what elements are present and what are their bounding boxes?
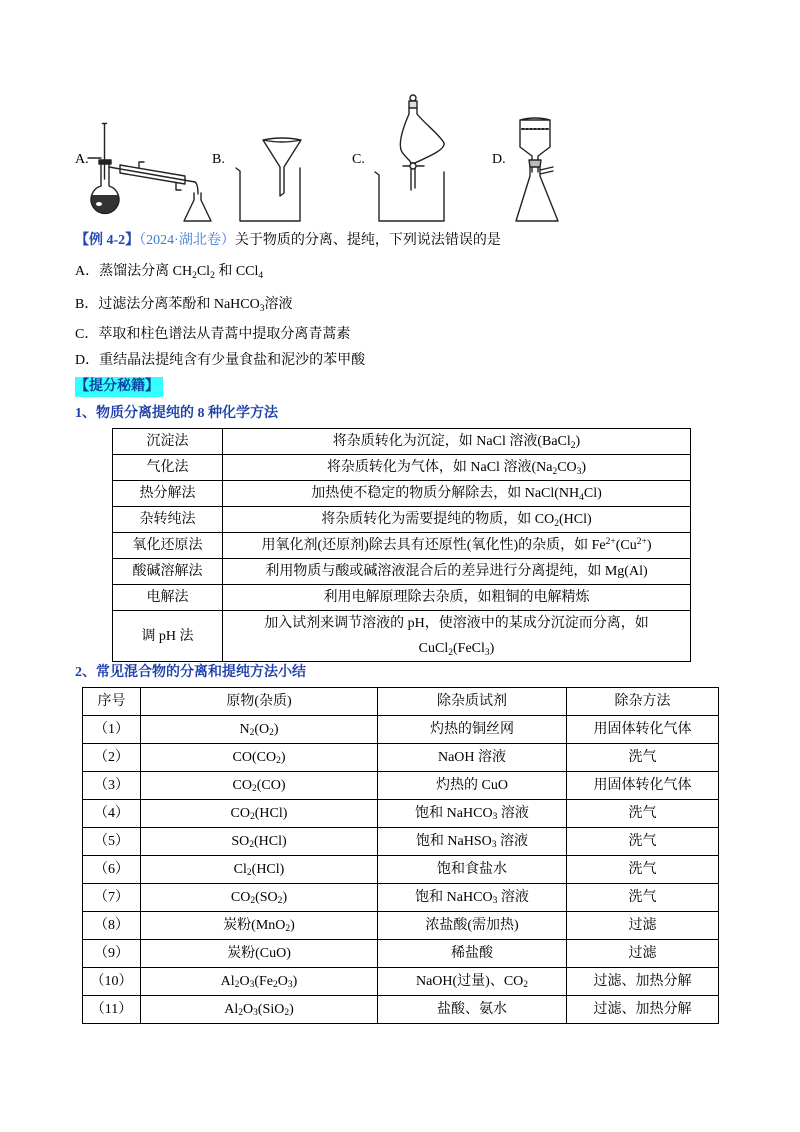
tips-banner-wrap <box>75 377 163 397</box>
method-description-cell <box>223 455 691 481</box>
text-run: ) <box>575 434 581 449</box>
mixture-row <box>83 968 719 996</box>
subscript: 3 <box>492 812 498 823</box>
subscript: 3 <box>253 1008 258 1019</box>
apparatus-label-c: C. <box>352 152 365 167</box>
text-run: (HCl) <box>251 861 285 877</box>
subscript: 2 <box>246 868 252 879</box>
funnel-beaker-image <box>234 135 306 225</box>
example-question-stem <box>75 233 501 249</box>
text-run: ) <box>290 917 295 933</box>
subscript: 3 <box>492 896 498 907</box>
option-b <box>75 297 293 313</box>
option-d <box>75 353 365 369</box>
exam-source: （2024·湖北卷） <box>139 233 235 248</box>
beaker <box>236 168 300 221</box>
subscript: 3 <box>484 647 490 658</box>
row-index-cell: （2） <box>83 744 141 772</box>
mixture-row <box>83 940 719 968</box>
method-row <box>113 585 691 611</box>
distillation-apparatus-image <box>84 118 214 226</box>
reagent-cell: 稀盐酸 <box>378 940 567 968</box>
text-run: NaOH(过量)、CO <box>415 973 524 989</box>
filter-flask <box>516 167 558 221</box>
stopper-knob <box>410 95 416 101</box>
row-index-cell: （4） <box>83 800 141 828</box>
method-description-cell <box>223 585 691 611</box>
text-run: 用氧化剂(还原剂)除去具有还原性(氧化性)的杂质，如 Fe <box>261 538 606 553</box>
text-run: 炭粉(MnO <box>223 917 286 933</box>
separation-method-cell: 洗气 <box>567 856 719 884</box>
method-name-cell: 热分解法 <box>113 481 223 507</box>
column-header-index: 序号 <box>83 688 141 716</box>
subscript: 2 <box>250 896 256 907</box>
row-index-cell: （8） <box>83 912 141 940</box>
mixture-separation-table-head <box>83 688 719 716</box>
reagent-cell <box>378 968 567 996</box>
subscript: 2 <box>284 1008 290 1019</box>
subscript: 2 <box>192 270 197 281</box>
text-run: D．重结晶法提纯含有少量食盐和泥沙的苯甲酸 <box>75 353 366 368</box>
substance-impurity-cell <box>141 772 378 800</box>
separation-method-cell: 洗气 <box>567 884 719 912</box>
subscript: 2 <box>276 756 281 767</box>
mixture-row <box>83 772 719 800</box>
row-index-cell: （10） <box>83 968 141 996</box>
text-run: ) <box>489 641 495 656</box>
method-row <box>113 611 691 662</box>
method-row <box>113 429 691 455</box>
method-name-cell: 沉淀法 <box>113 429 223 455</box>
substance-impurity-cell <box>141 856 378 884</box>
row-index-cell: （6） <box>83 856 141 884</box>
separation-method-cell: 过滤 <box>567 940 719 968</box>
separation-method-cell: 过滤 <box>567 912 719 940</box>
mixture-row <box>83 856 719 884</box>
flask-highlight <box>96 202 102 206</box>
text-run: ) <box>581 460 587 475</box>
text-run: ) <box>282 889 288 905</box>
text-run: O <box>239 973 250 989</box>
separation-method-cell: 过滤、加热分解 <box>567 996 719 1024</box>
separation-methods-table-body <box>113 429 691 662</box>
method-name-cell: 酸碱溶解法 <box>113 559 223 585</box>
text-run: O <box>277 973 288 989</box>
text-run: A．蒸馏法分离 <box>75 264 173 279</box>
text-run: 利用电解原理除去杂质，如粗铜的电解精炼 <box>323 590 590 605</box>
text-run: (Cu <box>615 538 637 553</box>
text-run: (CO) <box>256 777 286 793</box>
text-run: ) <box>646 538 652 553</box>
subscript: 3 <box>249 980 255 991</box>
method-name-cell: 电解法 <box>113 585 223 611</box>
subscript: 2 <box>250 812 255 823</box>
substance-impurity-cell <box>141 716 378 744</box>
text-run: SO <box>231 833 250 849</box>
text-run: (HCl) <box>559 512 592 527</box>
subscript: 2 <box>249 840 254 851</box>
subscript: 3 <box>259 303 265 314</box>
receiving-conical-flask <box>184 193 211 221</box>
reagent-cell <box>378 800 567 828</box>
mixture-row <box>83 996 719 1024</box>
text-run: O <box>242 1001 254 1017</box>
reagent-cell: 盐酸、氨水 <box>378 996 567 1024</box>
method-row <box>113 481 691 507</box>
mixture-row <box>83 716 719 744</box>
row-index-cell: （9） <box>83 940 141 968</box>
stopcock-key <box>410 163 416 169</box>
text-run: 和 <box>214 264 236 279</box>
section-2-heading: 2、常见混合物的分离和提纯方法小结 <box>75 665 306 680</box>
row-index-cell: （7） <box>83 884 141 912</box>
mixture-separation-table-body <box>83 716 719 1024</box>
funnel-stopper <box>409 101 417 108</box>
text-run: CO(CO <box>232 749 277 765</box>
header-row <box>83 688 719 716</box>
reagent-cell: 饱和食盐水 <box>378 856 567 884</box>
thermometer <box>103 124 107 180</box>
text-run: 将杂质转化为沉淀，如 NaCl 溶液(BaCl <box>332 434 571 449</box>
subscript: 2 <box>234 980 240 991</box>
method-description-cell <box>223 611 691 662</box>
text-run: N <box>239 721 250 737</box>
separation-method-cell: 过滤、加热分解 <box>567 968 719 996</box>
separation-method-cell: 用固体转化气体 <box>567 716 719 744</box>
subscript: 3 <box>576 466 582 477</box>
mixture-row <box>83 912 719 940</box>
subscript: 3 <box>491 840 497 851</box>
text-run: Cl) <box>583 486 602 501</box>
substance-impurity-cell <box>141 912 378 940</box>
method-name-cell: 气化法 <box>113 455 223 481</box>
substance-impurity-cell <box>141 968 378 996</box>
row-index-cell: （3） <box>83 772 141 800</box>
text-run: 溶液 <box>497 889 529 905</box>
substance-impurity-cell <box>141 744 378 772</box>
text-run: 加热使不稳定的物质分解除去，如 NaCl(NH <box>311 486 580 501</box>
text-run: 饱和 NaHCO <box>415 805 493 821</box>
subscript: 2 <box>523 980 529 991</box>
subscript: 2 <box>269 728 274 739</box>
method-description-cell <box>223 481 691 507</box>
substance-impurity-cell <box>141 884 378 912</box>
superscript: 2+ <box>605 537 616 548</box>
method-description-cell <box>223 559 691 585</box>
text-run: CO <box>557 460 577 475</box>
reagent-cell: NaOH 溶液 <box>378 744 567 772</box>
method-description-cell <box>223 533 691 559</box>
subscript: 2 <box>570 440 576 451</box>
subscript: 3 <box>287 980 293 991</box>
adapter-tube <box>195 182 198 194</box>
row-index-cell: （5） <box>83 828 141 856</box>
mixture-row <box>83 744 719 772</box>
separatory-funnel-body <box>400 108 444 163</box>
text-run: Cl <box>233 861 247 877</box>
text-run: (HCl) <box>254 833 287 849</box>
text-run: Al <box>220 973 235 989</box>
text-run: 加入试剂来调节溶液的 pH，使溶液中的某成分沉淀而分离，如 <box>264 616 649 631</box>
option-c <box>75 327 350 343</box>
text-run: 溶液 <box>264 297 293 312</box>
method-row <box>113 455 691 481</box>
question-text: 关于物质的分离、提纯，下列说法错误的是 <box>234 233 501 248</box>
superscript: 2+ <box>636 537 647 548</box>
substance-impurity-cell <box>141 996 378 1024</box>
mixture-row <box>83 884 719 912</box>
funnel <box>263 138 301 196</box>
subscript: 2 <box>210 270 215 281</box>
text-run: CO <box>230 805 250 821</box>
column-header-substance: 原物(杂质) <box>141 688 378 716</box>
reagent-cell <box>378 884 567 912</box>
mixture-row <box>83 800 719 828</box>
reagent-cell: 灼热的铜丝网 <box>378 716 567 744</box>
method-row <box>113 559 691 585</box>
method-description-cell <box>223 429 691 455</box>
subscript: 2 <box>273 980 278 991</box>
text-run: ) <box>273 721 279 737</box>
text-run: CCl <box>235 264 259 279</box>
method-name-cell: 调 pH 法 <box>113 611 223 662</box>
text-run: (SO <box>255 889 278 905</box>
beaker <box>375 172 444 221</box>
text-run: 溶液 <box>497 805 529 821</box>
substance-impurity-cell: 炭粉(CuO) <box>141 940 378 968</box>
method-row <box>113 533 691 559</box>
reagent-cell: 灼热的 CuO <box>378 772 567 800</box>
flask-side-arm <box>540 167 553 174</box>
text-run: C．萃取和柱色谱法从青蒿中提取分离青蒿素 <box>75 327 351 342</box>
separation-methods-table <box>112 428 691 662</box>
subscript: 2 <box>554 518 560 529</box>
separatory-funnel-image <box>372 92 452 225</box>
method-name-cell: 氧化还原法 <box>113 533 223 559</box>
text-run: CuCl <box>418 641 449 656</box>
text-run: Cl <box>196 264 211 279</box>
subscript: 2 <box>249 728 255 739</box>
mixture-separation-table <box>82 687 719 1024</box>
separation-method-cell: 洗气 <box>567 744 719 772</box>
row-index-cell: （11） <box>83 996 141 1024</box>
subscript: 4 <box>258 270 264 281</box>
text-run: B．过滤法分离苯酚和 NaHCO <box>75 297 260 312</box>
text-run: ) <box>289 1001 294 1017</box>
separation-method-cell: 洗气 <box>567 800 719 828</box>
tips-banner: 【提分秘籍】 <box>75 377 163 397</box>
text-run: ) <box>292 973 298 989</box>
text-run: 溶液 <box>496 833 529 849</box>
row-index-cell: （1） <box>83 716 141 744</box>
text-run: Al <box>224 1001 239 1017</box>
column-header-method: 除杂方法 <box>567 688 719 716</box>
subscript: 2 <box>448 647 453 658</box>
subscript: 2 <box>277 896 283 907</box>
substance-impurity-cell <box>141 828 378 856</box>
text-run: (Fe <box>254 973 273 989</box>
text-run: (O <box>254 721 270 737</box>
apparatus-label-a: A. <box>75 152 89 167</box>
flask-stopper <box>529 160 541 167</box>
text-run: 饱和 NaHSO <box>415 833 492 849</box>
method-row <box>113 507 691 533</box>
text-run: CO <box>232 777 252 793</box>
apparatus-label-d: D. <box>492 152 506 167</box>
separation-method-cell: 洗气 <box>567 828 719 856</box>
suction-filtration-image <box>510 115 566 225</box>
mixture-row <box>83 828 719 856</box>
example-tag: 【例 4-2】 <box>75 233 140 248</box>
text-run: CH <box>172 264 193 279</box>
subscript: 2 <box>251 784 257 795</box>
reagent-cell <box>378 828 567 856</box>
condenser-inner-tube <box>109 167 195 182</box>
subscript: 4 <box>579 492 584 503</box>
text-run: (HCl) <box>254 805 288 821</box>
subscript: 2 <box>285 924 291 935</box>
method-name-cell: 杂转纯法 <box>113 507 223 533</box>
method-description-cell <box>223 507 691 533</box>
apparatus-label-b: B. <box>212 152 225 167</box>
substance-impurity-cell <box>141 800 378 828</box>
text-run: 利用物质与酸或碱溶液混合后的差异进行分离提纯，如 Mg(Al) <box>265 564 648 579</box>
text-run: 将杂质转化为气体，如 NaCl 溶液(Na <box>326 460 553 475</box>
subscript: 2 <box>238 1008 243 1019</box>
subscript: 2 <box>552 466 558 477</box>
reagent-cell: 浓盐酸(需加热) <box>378 912 567 940</box>
text-run: 将杂质转化为需要提纯的物质，如 CO <box>321 512 555 527</box>
text-run: CO <box>230 889 251 905</box>
separation-method-cell: 用固体转化气体 <box>567 772 719 800</box>
text-run: (FeCl <box>453 641 485 656</box>
text-run: ) <box>280 749 286 765</box>
section-1-heading: 1、物质分离提纯的 8 种化学方法 <box>75 406 278 421</box>
text-run: (SiO <box>257 1001 285 1017</box>
column-header-reagent: 除杂质试剂 <box>378 688 567 716</box>
flask-liquid <box>91 195 119 213</box>
option-a <box>75 264 263 280</box>
text-run: 饱和 NaHCO <box>415 889 493 905</box>
